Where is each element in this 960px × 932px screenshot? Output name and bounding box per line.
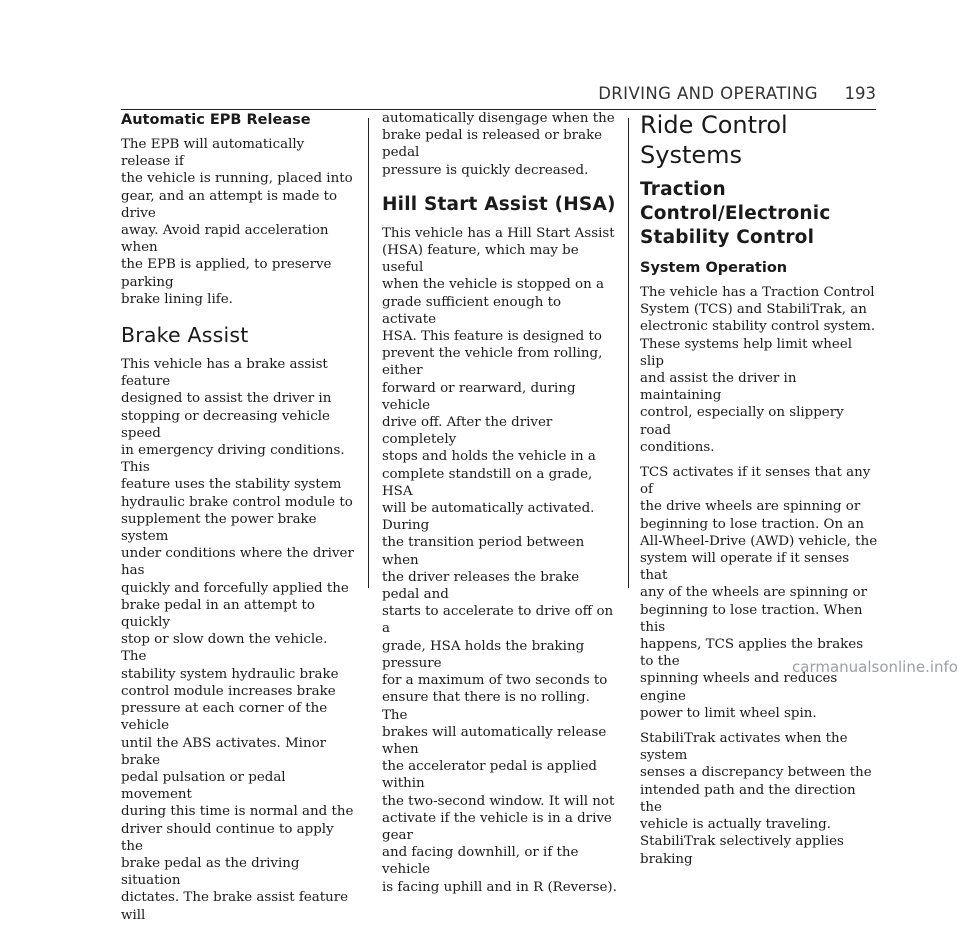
heading-brake-assist: Brake Assist <box>121 323 249 348</box>
paragraph-hsa: This vehicle has a Hill Start Assist (HSA) feature, which may be useful when the vehicle is stopped on a grade sufficient enough to activate HSA. This feature is designed to prevent the vehicle from rolling, either forward or rearward, during vehicle drive off. After the driver completely stops and holds the vehicle in a complete standstill on a grade, HSA will be automatically activated. During the transition period between when the driver releases the brake pedal and starts to accelerate to drive off on a grade, HSA holds the braking pressure for a maximum of two seconds to ensure that there is no rolling. The brakes will automatically release when the accelerator pedal is applied within the two-second window. It will not activate if the vehicle is in a drive gear and facing downhill, or if the vehicle is facing uphill and in R (Reverse). <box>382 225 617 895</box>
column-divider-2 <box>628 118 629 588</box>
watermark: carmanualsonline.info <box>792 658 958 676</box>
paragraph-brake-assist: This vehicle has a brake assist feature designed to assist the driver in stopping or decreasing vehicle speed in emergency driving conditions. This feature uses the stability system hydraulic brake control module to supplement the power brake system under conditions where the driver has quickly and forcefully applied the brake pedal in an attempt to quickly stop or slow down the vehicle. The stability system hydraulic brake control module increases brake pressure at each corner of the vehicle until the ABS activates. Minor brake pedal pulsation or pedal movement during this time is normal and the driver should continue to apply the brake pedal as the driving situation dictates. The brake assist feature will <box>121 357 354 923</box>
heading-automatic-epb-release: Automatic EPB Release <box>121 112 311 128</box>
paragraph-tcs-intro: The vehicle has a Traction Control System (TCS) and StabiliTrak, an electronic stability control system. These systems help limit wheel slip and assist the driver in maintaining control, especially on slippery road conditions. <box>640 285 876 455</box>
column-2 <box>382 110 618 904</box>
heading-hill-start-assist: Hill Start Assist (HSA) <box>382 193 616 215</box>
paragraph-tcs-activation: TCS activates if it senses that any of the drive wheels are spinning or beginning to lose traction. On an All-Wheel-Drive (AWD) vehicle, the system will operate if it senses that any of the wheels are spinning or beginning to lose traction. When this happens, TCS applies the brakes to the spinning wheels and reduces engine power to limit wheel spin. <box>640 465 878 721</box>
heading-ride-control-systems: Ride Control Systems <box>640 111 788 169</box>
page-header <box>0 84 960 108</box>
column-1 <box>121 110 357 932</box>
heading-system-operation: System Operation <box>640 260 788 276</box>
column-divider-1 <box>368 118 369 588</box>
page-number: 193 <box>844 84 876 103</box>
paragraph-epb: The EPB will automatically release if the vehicle is running, placed into gear, and an attempt is made to drive away. Avoid rapid acceleration when the EPB is applied, to preserve parking brake lining life. <box>121 137 353 307</box>
paragraph-stabilitrak: StabiliTrak activates when the system senses a discrepancy between the intended path and the direction the vehicle is actually traveling. StabiliTrak selectively applies braking <box>640 731 872 867</box>
paragraph-brake-assist-continued: automatically disengage when the brake pedal is released or brake pedal pressure is quickly decreased. <box>382 111 615 178</box>
heading-traction-control: Traction Control/Electronic Stability Control <box>640 179 831 248</box>
section-title: DRIVING AND OPERATING <box>598 84 818 103</box>
column-3 <box>640 110 878 876</box>
